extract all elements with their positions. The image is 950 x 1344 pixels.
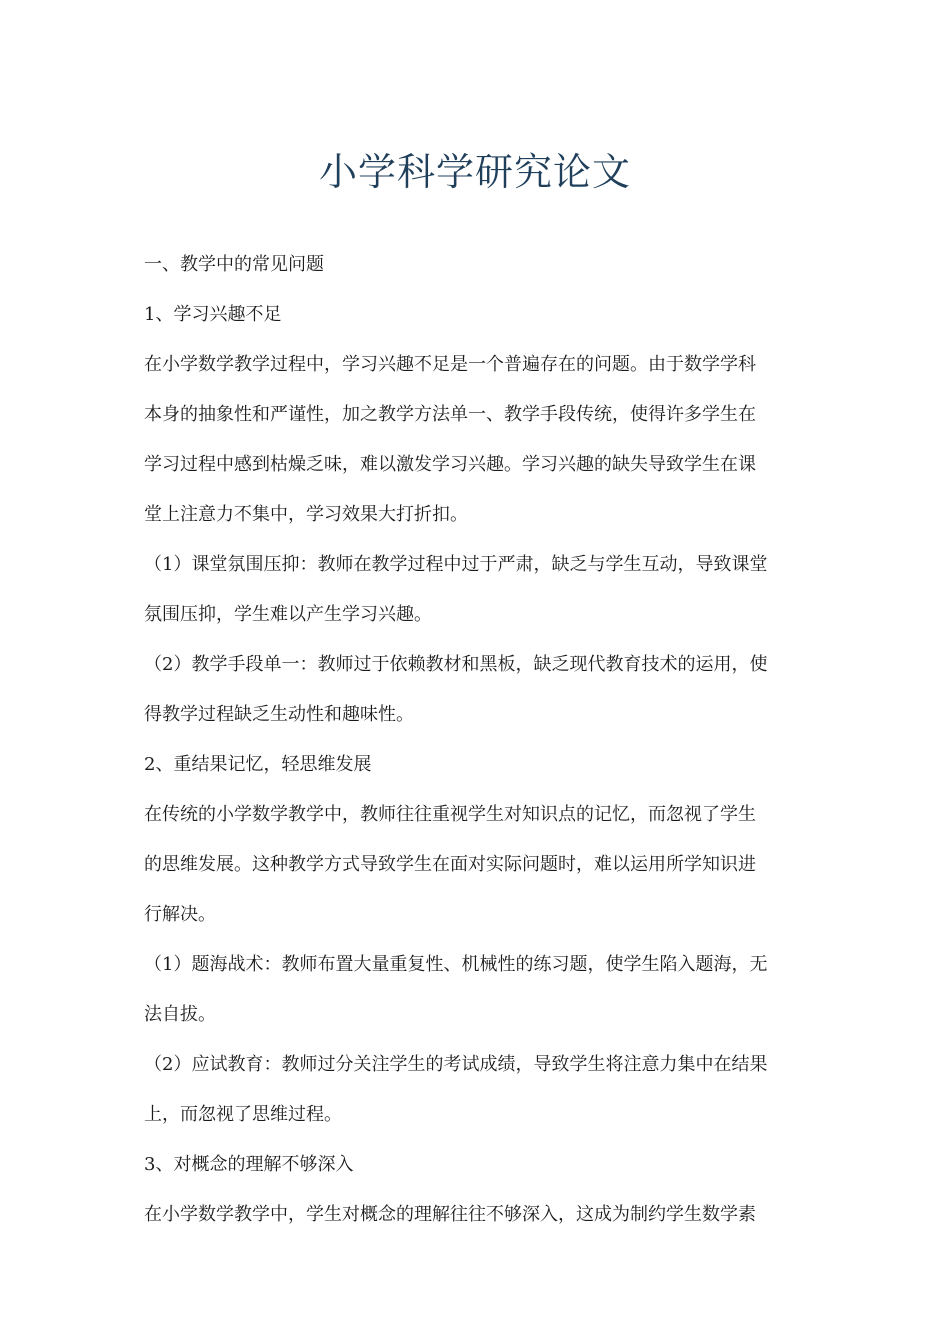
list-item-line: （1）课堂氛围压抑：教师在教学过程中过于严肃，缺乏与学生互动，导致课堂 [144, 554, 768, 575]
paragraph-line: 堂上注意力不集中，学习效果大打折扣。 [144, 504, 468, 525]
list-item-line: 上，而忽视了思维过程。 [144, 1104, 342, 1125]
document-body [144, 240, 808, 1240]
section-heading: 一、教学中的常见问题 [144, 254, 324, 275]
paragraph-line: 在小学数学教学中，学生对概念的理解往往不够深入，这成为制约学生数学素 [144, 1204, 756, 1225]
subsection-heading: 3、对概念的理解不够深入 [144, 1154, 354, 1175]
list-item-line: 得教学过程缺乏生动性和趣味性。 [144, 704, 414, 725]
paragraph-line: 学习过程中感到枯燥乏味，难以激发学习兴趣。学习兴趣的缺失导致学生在课 [144, 454, 756, 475]
paragraph-line: 本身的抽象性和严谨性，加之教学方法单一、教学手段传统，使得许多学生在 [144, 404, 756, 425]
subsection-heading: 1、学习兴趣不足 [144, 304, 282, 325]
list-item-line: 法自拔。 [144, 1004, 216, 1025]
document-title: 小学科学研究论文 [318, 150, 631, 194]
list-item-line: 氛围压抑，学生难以产生学习兴趣。 [144, 604, 432, 625]
list-item-line: （1）题海战术：教师布置大量重复性、机械性的练习题，使学生陷入题海，无 [144, 954, 768, 975]
subsection-heading: 2、重结果记忆，轻思维发展 [144, 754, 372, 775]
paragraph-line: 行解决。 [144, 904, 216, 925]
list-item-line: （2）教学手段单一：教师过于依赖教材和黑板，缺乏现代教育技术的运用，使 [144, 654, 768, 675]
paragraph-line: 在传统的小学数学教学中，教师往往重视学生对知识点的记忆，而忽视了学生 [144, 804, 756, 825]
list-item-line: （2）应试教育：教师过分关注学生的考试成绩，导致学生将注意力集中在结果 [144, 1054, 768, 1075]
paragraph-line: 在小学数学教学过程中，学习兴趣不足是一个普遍存在的问题。由于数学学科 [144, 354, 756, 375]
paragraph-line: 的思维发展。这种教学方式导致学生在面对实际问题时，难以运用所学知识进 [144, 854, 756, 875]
